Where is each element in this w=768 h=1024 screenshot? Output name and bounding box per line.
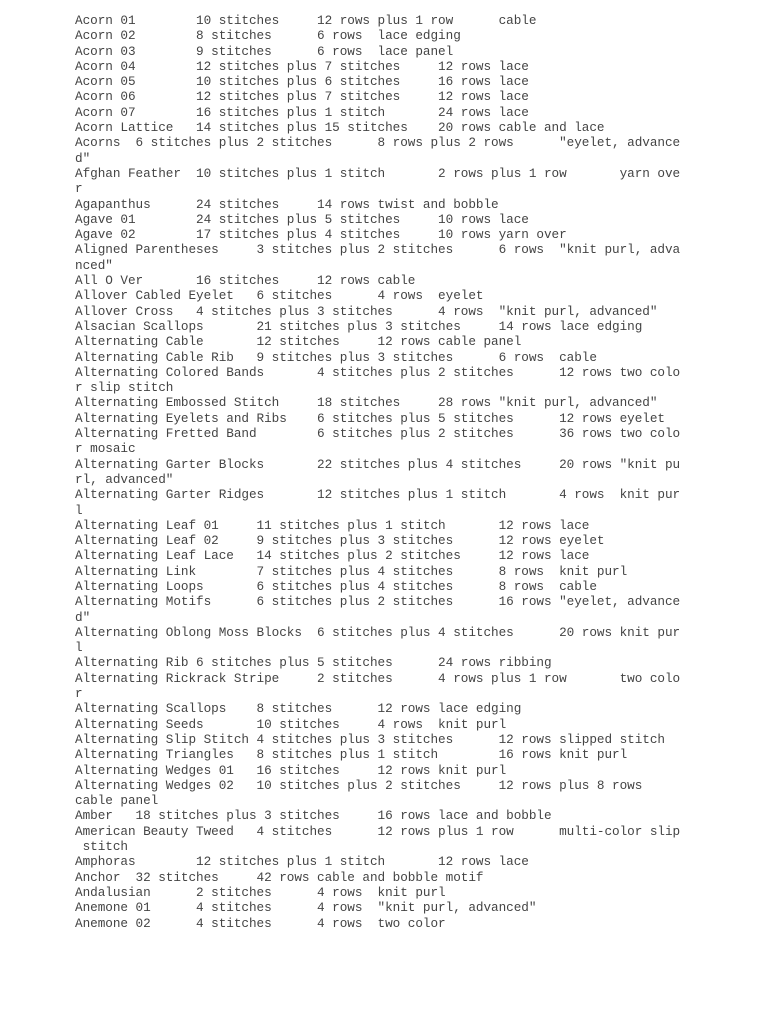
list-line: Aligned Parentheses 3 stitches plus 2 stitches 6 rows "knit purl, adva [75,242,681,258]
list-line: Alternating Garter Ridges 12 stitches plus 1 stitch 4 rows knit pur [75,487,681,503]
list-line: Alternating Wedges 01 16 stitches 12 rows knit purl [75,762,507,778]
list-line: r mosaic [75,441,136,457]
list-line: Alternating Rib 6 stitches plus 5 stitches 24 rows ribbing [75,655,552,671]
list-line: l [75,502,83,518]
list-line: Agapanthus 24 stitches 14 rows twist and bobble [75,196,499,212]
list-line: Anemone 01 4 stitches 4 rows "knit purl, advanced" [75,900,537,916]
list-line: Alternating Leaf 01 11 stitches plus 1 stitch 12 rows lace [75,517,590,533]
list-line: Afghan Feather 10 stitches plus 1 stitch 2 rows plus 1 row yarn ove [75,165,681,181]
list-line: Alternating Loops 6 stitches plus 4 stitches 8 rows cable [75,578,597,594]
list-line: Alternating Garter Blocks 22 stitches plus 4 stitches 20 rows "knit pu [75,456,681,472]
list-line: l [75,640,83,656]
list-line: Alternating Seeds 10 stitches 4 rows knit purl [75,716,507,732]
list-line: rl, advanced" [75,471,174,487]
list-line: Alternating Rickrack Stripe 2 stitches 4 rows plus 1 row two colo [75,670,681,686]
list-line: Alternating Leaf Lace 14 stitches plus 2 stitches 12 rows lace [75,548,590,564]
list-line: Acorn 02 8 stitches 6 rows lace edging [75,28,461,44]
list-line: nced" [75,257,113,273]
list-line: Acorn 05 10 stitches plus 6 stitches 16 rows lace [75,74,529,90]
list-line: r [75,686,83,702]
list-line: Alternating Link 7 stitches plus 4 stitches 8 rows knit purl [75,563,628,579]
list-line: Agave 02 17 stitches plus 4 stitches 10 rows yarn over [75,227,567,243]
list-line: Alternating Slip Stitch 4 stitches plus 3 stitches 12 rows slipped stitch [75,731,665,747]
list-line: Anemone 02 4 stitches 4 rows two color [75,915,446,931]
list-line: stitch [75,839,128,855]
list-line: Alternating Fretted Band 6 stitches plus 2 stitches 36 rows two colo [75,426,681,442]
list-line: Alternating Leaf 02 9 stitches plus 3 stitches 12 rows eyelet [75,533,605,549]
stitch-pattern-list [75,13,680,931]
list-line: Amber 18 stitches plus 3 stitches 16 rows lace and bobble [75,808,552,824]
list-line: Alternating Eyelets and Ribs 6 stitches plus 5 stitches 12 rows eyelet [75,410,665,426]
list-line: Alternating Motifs 6 stitches plus 2 stitches 16 rows "eyelet, advance [75,594,681,610]
list-line: Acorn 06 12 stitches plus 7 stitches 12 rows lace [75,89,529,105]
list-line: Amphoras 12 stitches plus 1 stitch 12 rows lace [75,854,529,870]
list-line: Allover Cross 4 stitches plus 3 stitches 4 rows "knit purl, advanced" [75,303,658,319]
list-line: Acorn 04 12 stitches plus 7 stitches 12 rows lace [75,58,529,74]
list-line: Alternating Triangles 8 stitches plus 1 stitch 16 rows knit purl [75,747,628,763]
list-line: Anchor 32 stitches 42 rows cable and bobble motif [75,869,484,885]
list-line: Acorns 6 stitches plus 2 stitches 8 rows plus 2 rows "eyelet, advance [75,135,681,151]
list-line: Acorn 07 16 stitches plus 1 stitch 24 rows lace [75,104,529,120]
list-line: All O Ver 16 stitches 12 rows cable [75,273,416,289]
list-line: Allover Cabled Eyelet 6 stitches 4 rows eyelet [75,288,484,304]
list-line: d" [75,150,91,166]
list-line: Alternating Cable 12 stitches 12 rows cable panel [75,334,522,350]
list-line: Acorn Lattice 14 stitches plus 15 stitches 20 rows cable and lace [75,120,605,136]
list-line: Acorn 03 9 stitches 6 rows lace panel [75,43,454,59]
list-line: r slip stitch [75,380,174,396]
list-line: Agave 01 24 stitches plus 5 stitches 10 rows lace [75,211,529,227]
list-line: Andalusian 2 stitches 4 rows knit purl [75,884,446,900]
list-line: Alternating Scallops 8 stitches 12 rows lace edging [75,701,522,717]
list-line: Acorn 01 10 stitches 12 rows plus 1 row cable [75,13,537,28]
list-line: American Beauty Tweed 4 stitches 12 rows plus 1 row multi-color slip [75,823,681,839]
list-line: r [75,181,83,197]
list-line: d" [75,609,91,625]
list-line: Alternating Embossed Stitch 18 stitches 28 rows "knit purl, advanced" [75,395,658,411]
list-line: Alsacian Scallops 21 stitches plus 3 stitches 14 rows lace edging [75,318,643,334]
list-line: Alternating Wedges 02 10 stitches plus 2 stitches 12 rows plus 8 rows [75,777,643,793]
list-line: Alternating Colored Bands 4 stitches plus 2 stitches 12 rows two colo [75,364,681,380]
list-line: cable panel [75,793,159,809]
list-line: Alternating Oblong Moss Blocks 6 stitches plus 4 stitches 20 rows knit pur [75,624,681,640]
list-line: Alternating Cable Rib 9 stitches plus 3 stitches 6 rows cable [75,349,597,365]
